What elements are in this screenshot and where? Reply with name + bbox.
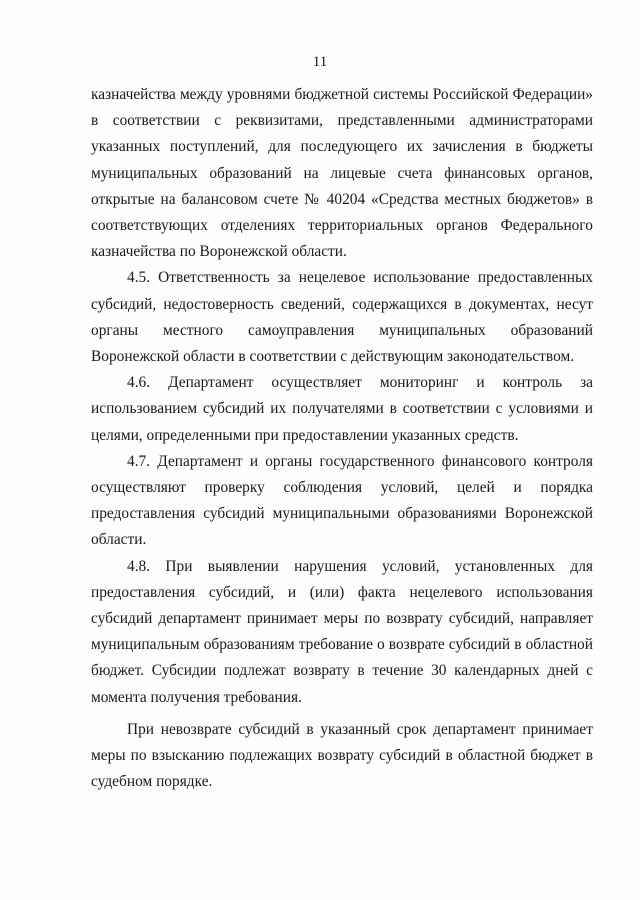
document-body: [91, 82, 593, 795]
paragraph-4-5: 4.5. Ответственность за нецелевое использование предоставленных субсидий, недостоверность сведений, содержащихся в документах, несут органы местного самоуправления муниципальных образований Воронежской области в соответствии с действующим законодательством.: [91, 269, 593, 366]
page-number: 11: [312, 54, 328, 70]
paragraph-non-return: При невозврате субсидий в указанный срок департамент принимает меры по взысканию подлежащих возврату субсидий в областной бюджет в судебном порядке.: [91, 720, 593, 791]
paragraph-4-6: 4.6. Департамент осуществляет мониторинг и контроль за использованием субсидий их получателями в соответствии с условиями и целями, определенными при предоставлении указанных средств.: [91, 374, 593, 444]
paragraph-continuation: казначейства между уровнями бюджетной системы Российской Федерации» в соответствии с реквизитами, представленными администраторами указанных поступлений, для последующего их зачисления в бюджеты муниципальных образований на лицевые счета финансовых органов, открытые на балансовом счете № 40204 «Средства местных бюджетов» в соответствующих отделениях территориальных органов Федерального казначейства по Воронежской области.: [91, 86, 593, 261]
paragraph-4-7: 4.7. Департамент и органы государственного финансового контроля осуществляют проверку соблюдения условий, целей и порядка предоставления субсидий муниципальными образованиями Воронежской области.: [91, 452, 593, 549]
paragraph-4-8: 4.8. При выявлении нарушения условий, установленных для предоставления субсидий, и (или) факта нецелевого использования субсидий департамент принимает меры по возврату субсидий, направляет муниципальным образованиям требование о возврате субсидий в областной бюджет. Субсидии подлежат возврату в течение 30 календарных дней с момента получения требования.: [91, 557, 593, 706]
